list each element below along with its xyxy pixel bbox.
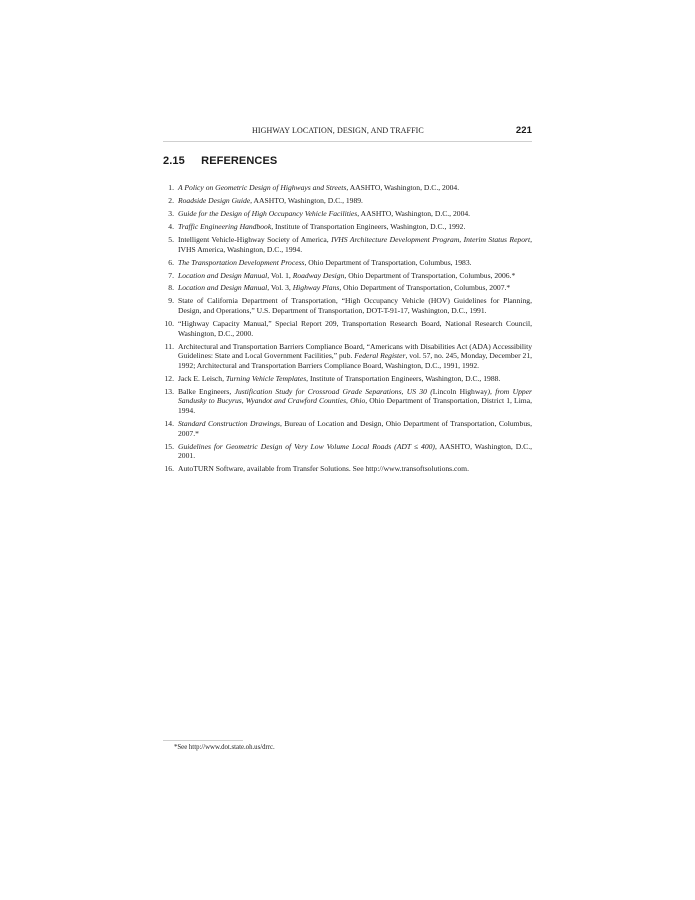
reference-title-italic: A Policy on Geometric Design of Highways and Streets <box>178 183 347 192</box>
reference-text: , Institute of Transportation Engineers, Washington, D.C., 1992. <box>271 221 466 231</box>
reference-item <box>163 387 532 416</box>
reference-number: 15. <box>164 441 174 451</box>
reference-text: Lincoln Highway <box>432 386 488 396</box>
reference-title-italic: The Transportation Development Process <box>178 257 305 267</box>
reference-number: 8. <box>168 283 174 293</box>
reference-number: 12. <box>164 373 174 383</box>
reference-number: 13. <box>164 386 174 396</box>
reference-text: , Vol. 1, <box>267 270 293 280</box>
reference-title-italic: Turning Vehicle Templates <box>225 373 307 383</box>
reference-item <box>163 342 532 371</box>
reference-text: , AASHTO, Washington, D.C., 2004. <box>346 183 460 192</box>
reference-text: AutoTURN Software, available from Transfer Solutions. See http://www.transoftsolutions.com. <box>178 464 469 474</box>
reference-title-italic: Justification Study for Crossroad Grade Separations, US 30 ( <box>234 386 433 396</box>
reference-item <box>163 296 532 315</box>
section-number: 2.15 <box>163 155 185 167</box>
reference-text: “Highway Capacity Manual,” Special Report 209, Transportation Research Board, National Research Council, Washington, D.C., 2000. <box>178 319 532 338</box>
reference-text: , Ohio Department of Transportation, Columbus, 2006.* <box>344 270 516 280</box>
reference-text: , vol. 57, no. 245, Monday, December 21, 1992; Architectural and Transportation Barriers Compliance Board, Washington, D.C., 1991, 1992. <box>178 351 533 370</box>
reference-number: 4. <box>168 221 174 231</box>
reference-number: 5. <box>168 234 174 244</box>
footnote-rule <box>163 740 243 741</box>
reference-item <box>163 319 532 338</box>
reference-number: 11. <box>164 341 174 351</box>
reference-text: Jack E. Leisch, <box>178 373 226 383</box>
reference-title-italic: Traffic Engineering Handbook <box>178 221 272 231</box>
reference-number: 7. <box>168 270 174 280</box>
reference-number: 10. <box>164 319 174 329</box>
footnote: *See http://www.dot.state.oh.us/drrc. <box>174 744 275 751</box>
reference-text: Balke Engineers, <box>178 386 235 396</box>
reference-title-italic: Highway Plans <box>292 283 340 293</box>
reference-item <box>163 271 532 281</box>
reference-item <box>163 222 532 232</box>
reference-text: , Ohio Department of Transportation, Columbus, 1983. <box>304 257 472 267</box>
reference-number: 16. <box>164 464 174 474</box>
page-number: 221 <box>515 125 532 136</box>
reference-title-italic: Roadside Design Guide <box>178 195 251 205</box>
running-title: HIGHWAY LOCATION, DESIGN, AND TRAFFIC <box>252 126 424 135</box>
reference-item <box>163 183 532 193</box>
reference-text: , Ohio Department of Transportation, District 1, Lima, 1994. <box>178 396 532 415</box>
reference-text: , Bureau of Location and Design, Ohio Department of Transportation, Columbus, 2007.* <box>178 418 532 438</box>
reference-text: Intelligent Vehicle-Highway Society of America, <box>178 234 332 244</box>
reference-text: , Institute of Transportation Engineers, Washington, D.C., 1988. <box>306 373 501 383</box>
reference-text: Architectural and Transportation Barriers Compliance Board, “Americans with Disabilities Act (ADA) Accessibility Guidelines: State and Local Government Facilities,” pub. <box>178 341 532 361</box>
reference-title-italic: Location and Design Manual <box>178 283 268 293</box>
reference-number: 14. <box>164 418 174 428</box>
reference-item <box>163 283 532 293</box>
reference-item <box>163 196 532 206</box>
reference-item <box>163 442 532 461</box>
reference-text: , IVHS America, Washington, D.C., 1994. <box>178 234 532 254</box>
reference-title-italic: Guide for the Design of High Occupancy Vehicle Facilities <box>178 208 358 218</box>
reference-number: 9. <box>168 296 174 306</box>
reference-item <box>163 374 532 384</box>
reference-text: State of California Department of Transportation, “High Occupancy Vehicle (HOV) Guidelines for Planning, Design, and Operations,” U.S. Department of Transportation, DOT-T-91-17, Washington, D.C., 1991. <box>178 296 532 316</box>
reference-item <box>163 235 532 254</box>
reference-item <box>163 258 532 268</box>
reference-title-italic: Location and Design Manual <box>178 270 268 280</box>
reference-text: , AASHTO, Washington, D.C., 1989. <box>250 195 363 205</box>
reference-title-italic: Roadway Design <box>292 270 345 280</box>
reference-number: 6. <box>168 257 174 267</box>
reference-title-italic: IVHS Architecture Development Program, Interim Status Report <box>331 234 531 244</box>
reference-title-italic: ), from Upper Sandusky to Bucyrus, Wyandot and Crawford Counties, Ohio <box>178 386 532 406</box>
reference-list <box>163 183 532 477</box>
reference-text: , Ohio Department of Transportation, Columbus, 2007.* <box>339 283 511 293</box>
section-title: REFERENCES <box>201 155 278 167</box>
header-rule <box>163 141 532 142</box>
reference-item <box>163 464 532 474</box>
reference-text: , AASHTO, Washington, D.C., 2001. <box>178 441 533 461</box>
reference-text: , Vol. 3, <box>267 283 293 293</box>
reference-number: 1. <box>168 183 174 192</box>
reference-title-italic: Guidelines for Geometric Design of Very Low Volume Local Roads (ADT ≤ 400) <box>178 441 435 451</box>
reference-item <box>163 419 532 438</box>
reference-text: , AASHTO, Washington, D.C., 2004. <box>357 208 471 218</box>
reference-title-italic: Standard Construction Drawings <box>178 418 280 428</box>
reference-number: 3. <box>168 208 174 218</box>
reference-item <box>163 209 532 219</box>
reference-title-italic: Federal Register <box>354 351 406 361</box>
reference-number: 2. <box>168 195 174 205</box>
section-heading <box>163 155 277 167</box>
